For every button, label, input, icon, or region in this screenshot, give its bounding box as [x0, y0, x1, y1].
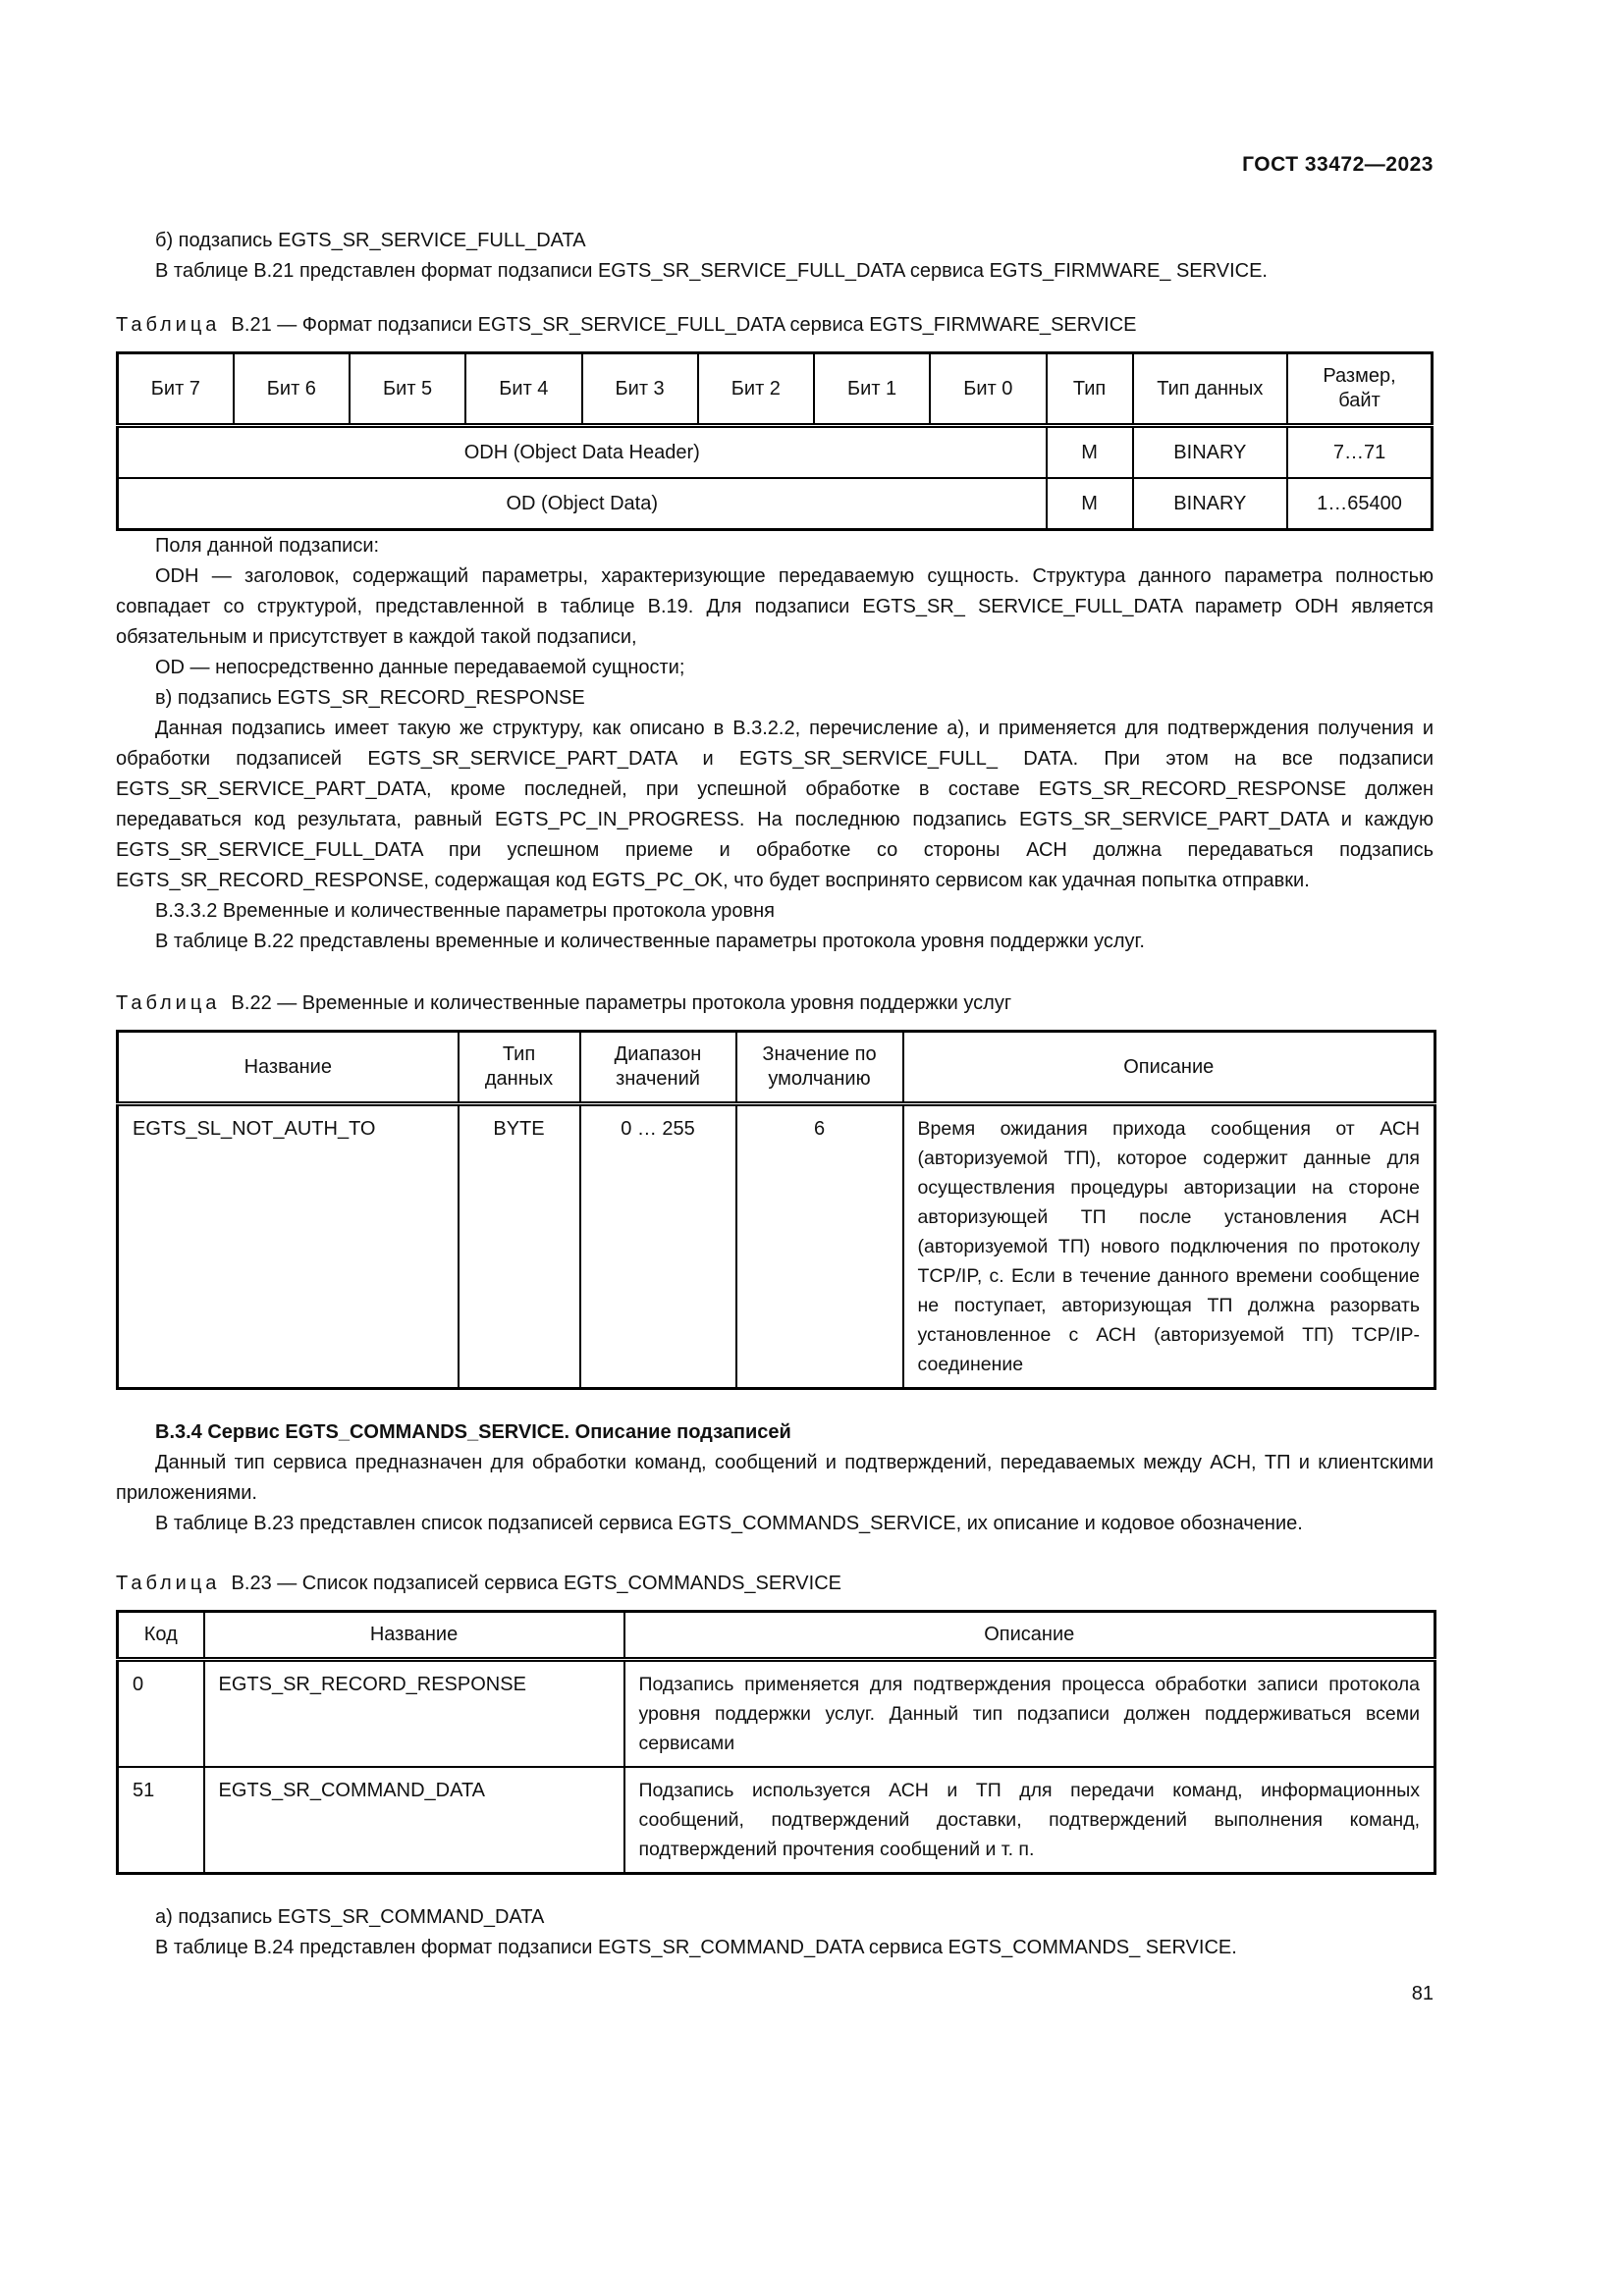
- table-b21-header-bit7: Бит 7: [118, 353, 234, 426]
- paragraph-b34-2: В таблице В.23 представлен список подзаписей сервиса EGTS_COMMANDS_SERVICE, их описание и кодовое обозначение.: [155, 1513, 1303, 1534]
- table-b21-type-odh: M: [1047, 426, 1133, 479]
- table-b22: [116, 1030, 1436, 1390]
- table-b21-caption: [116, 310, 1434, 340]
- table-b21-type-od: M: [1047, 478, 1133, 530]
- table-b23: [116, 1610, 1436, 1875]
- table-b22-header-default: Значение по умолчанию: [736, 1032, 903, 1104]
- table-b21-caption-text: В.21 — Формат подзаписи EGTS_SR_SERVICE_FULL_DATA сервиса EGTS_FIRMWARE_SERVICE: [231, 314, 1137, 336]
- table-b22-caption-text: В.22 — Временные и количественные параметры протокола уровня поддержки услуг: [231, 992, 1012, 1014]
- table-b21-header-bit0: Бит 0: [930, 353, 1046, 426]
- paragraph-intro-table-b21: В таблице В.21 представлен формат подзаписи EGTS_SR_SERVICE_FULL_DATA сервиса EGTS_FIRMWARE_ SERVICE.: [155, 260, 1268, 282]
- table-row: [118, 1660, 1435, 1768]
- table-b23-header-description: Описание: [624, 1612, 1435, 1660]
- table-b22-param-default: 6: [736, 1104, 903, 1389]
- heading-b34: В.3.4 Сервис EGTS_COMMANDS_SERVICE. Описание подзаписей: [155, 1421, 791, 1443]
- table-b21-datatype-od: BINARY: [1133, 478, 1287, 530]
- table-b21-header-bit1: Бит 1: [814, 353, 930, 426]
- list-item-v: в) подзапись EGTS_SR_RECORD_RESPONSE: [155, 687, 585, 709]
- paragraph-fields: Поля данной подзаписи:: [155, 535, 380, 557]
- table-b22-caption-word: Таблица: [116, 992, 221, 1014]
- table-b21-header-type: Тип: [1047, 353, 1133, 426]
- table-b21-header-bit3: Бит 3: [582, 353, 698, 426]
- table-row: [118, 1104, 1435, 1389]
- table-b23-code-0: 0: [118, 1660, 204, 1768]
- page-content: [116, 0, 1434, 2005]
- table-b21-size-odh: 7…71: [1287, 426, 1432, 479]
- table-b23-name-51: EGTS_SR_COMMAND_DATA: [204, 1767, 624, 1874]
- page-number: 81: [1411, 1983, 1434, 2004]
- table-b22-param-description: Время ожидания прихода сообщения от АСН (авторизуемой ТП), которое содержит данные для осуществления процедуры авторизации на стороне авторизующей ТП после установления АСН (авторизуемой ТП) нового подключения по протоколу TCP/IP, с. Если в течение данного времени сообщение не поступает, авторизующая ТП должна разорвать установленное с АСН (авторизуемой ТП) TCP/IP-соединение: [903, 1104, 1435, 1389]
- paragraph-odh: ODH — заголовок, содержащий параметры, характеризующие передаваемую сущность. Структура данного параметра полностью совпадает со структурой, представленной в таблице В.19. Для подзаписи EGTS_SR_ SERVICE_FULL_DATA параметр ODH является обязательным и присутствует в каждой такой подзаписи,: [116, 565, 1434, 648]
- list-item-a: а) подзапись EGTS_SR_COMMAND_DATA: [155, 1906, 545, 1928]
- table-b23-name-0: EGTS_SR_RECORD_RESPONSE: [204, 1660, 624, 1768]
- table-b21-header-bit4: Бит 4: [465, 353, 581, 426]
- table-b21-datatype-odh: BINARY: [1133, 426, 1287, 479]
- table-b22-param-range: 0 … 255: [580, 1104, 736, 1389]
- table-b22-header-row: [118, 1032, 1435, 1104]
- table-b23-description-0: Подзапись применяется для подтверждения процесса обработки записи протокола уровня поддержки услуг. Данный тип подзаписи должен поддерживаться всеми сервисами: [624, 1660, 1435, 1768]
- table-b21-header-row: [118, 353, 1433, 426]
- table-b21-header-size: Размер, байт: [1287, 353, 1432, 426]
- table-b23-caption-word: Таблица: [116, 1573, 221, 1594]
- table-b22-header-range: Диапазон значений: [580, 1032, 736, 1104]
- table-b21-size-od: 1…65400: [1287, 478, 1432, 530]
- document-header: ГОСТ 33472—2023: [1242, 153, 1434, 176]
- table-b22-header-description: Описание: [903, 1032, 1435, 1104]
- table-b21-field-od: OD (Object Data): [118, 478, 1047, 530]
- paragraph-record-response: Данная подзапись имеет такую же структуру, как описано в В.3.2.2, перечисление а), и применяется для подтверждения получения и обработки подзаписей EGTS_SR_SERVICE_PART_DATA и EGTS_SR_SERVICE_FULL_ DATA. При этом на все подзаписи EGTS_SR_SERVICE_PART_DATA, кроме последней, при успешной обработке в составе EGTS_SR_RECORD_RESPONSE должен передаваться код результата, равный EGTS_PC_IN_PROGRESS. На последнюю подзапись EGTS_SR_SERVICE_PART_DATA и каждую EGTS_SR_SERVICE_FULL_DATA при успешном приеме и обработке со стороны АСН должна передаваться подзапись EGTS_SR_RECORD_RESPONSE, содержащая код EGTS_PC_OK, что будет воспринято сервисом как удачная попытка отправки.: [116, 718, 1434, 891]
- table-b23-header-name: Название: [204, 1612, 624, 1660]
- table-row: [118, 478, 1433, 530]
- table-b21-header-bit6: Бит 6: [234, 353, 350, 426]
- table-row: [118, 1767, 1435, 1874]
- table-b23-code-51: 51: [118, 1767, 204, 1874]
- table-b23-caption-text: В.23 — Список подзаписей сервиса EGTS_COMMANDS_SERVICE: [231, 1573, 841, 1594]
- table-b23-description-51: Подзапись используется АСН и ТП для передачи команд, информационных сообщений, подтверждений доставки, подтверждений выполнения команд, подтверждений прочтения сообщений и т. п.: [624, 1767, 1435, 1874]
- table-b23-header-code: Код: [118, 1612, 204, 1660]
- table-b21-caption-word: Таблица: [116, 314, 221, 336]
- paragraph-intro-table-b24: В таблице В.24 представлен формат подзаписи EGTS_SR_COMMAND_DATA сервиса EGTS_COMMANDS_ SERVICE.: [155, 1937, 1237, 1958]
- table-b23-header-row: [118, 1612, 1435, 1660]
- heading-b332: В.3.3.2 Временные и количественные параметры протокола уровня: [155, 900, 775, 922]
- paragraph-intro-table-b22: В таблице В.22 представлены временные и количественные параметры протокола уровня поддержки услуг.: [155, 931, 1145, 952]
- table-b22-header-name: Название: [118, 1032, 459, 1104]
- table-b21-field-odh: ODH (Object Data Header): [118, 426, 1047, 479]
- table-b22-param-datatype: BYTE: [459, 1104, 580, 1389]
- table-b22-param-name: EGTS_SL_NOT_AUTH_TO: [118, 1104, 459, 1389]
- paragraph-b34-1: Данный тип сервиса предназначен для обработки команд, сообщений и подтверждений, передаваемых между АСН, ТП и клиентскими приложениями.: [116, 1452, 1434, 1504]
- table-b21-header-bit2: Бит 2: [698, 353, 814, 426]
- table-b22-header-datatype: Тип данных: [459, 1032, 580, 1104]
- table-b23-caption: [116, 1569, 1434, 1598]
- table-row: [118, 426, 1433, 479]
- list-item-b: б) подзапись EGTS_SR_SERVICE_FULL_DATA: [155, 230, 586, 251]
- paragraph-od: OD — непосредственно данные передаваемой сущности;: [155, 657, 685, 678]
- table-b22-caption: [116, 988, 1434, 1018]
- table-b21-header-bit5: Бит 5: [350, 353, 465, 426]
- table-b21-header-datatype: Тип данных: [1133, 353, 1287, 426]
- table-b21: [116, 351, 1434, 531]
